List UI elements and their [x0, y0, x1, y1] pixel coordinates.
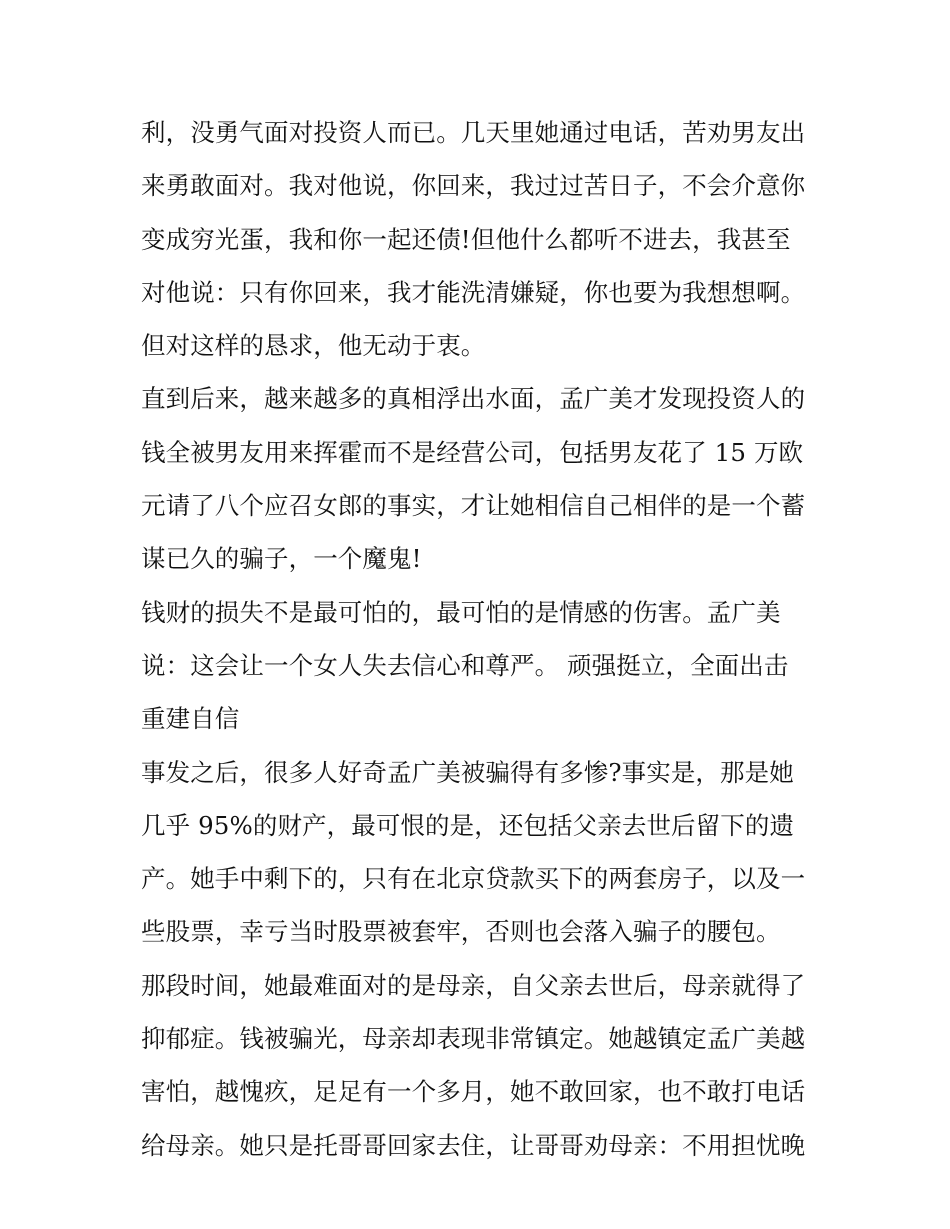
text-line: 说：这会让一个女人失去信心和尊严。 顽强挺立，全面出击	[141, 650, 789, 680]
body-text	[141, 106, 813, 1172]
text-line: 钱财的损失不是最可怕的，最可怕的是情感的伤害。孟广美	[141, 597, 781, 627]
text-line: 重建自信	[141, 704, 240, 734]
text-line: 变成穷光蛋，我和你一起还债!但他什么都听不进去，我甚至	[141, 224, 791, 254]
text-line: 些股票，幸亏当时股票被套牢，否则也会落入骗子的腰包。	[141, 917, 781, 947]
text-line: 那段时间，她最难面对的是母亲，自父亲去世后，母亲就得了	[141, 970, 806, 1000]
text-line: 谋已久的骗子，一个魔鬼!	[141, 544, 422, 574]
text-line: 直到后来，越来越多的真相浮出水面，孟广美才发现投资人的	[141, 384, 806, 414]
text-line: 来勇敢面对。我对他说，你回来，我过过苦日子，不会介意你	[141, 171, 806, 201]
text-line: 元请了八个应召女郎的事实，才让她相信自己相伴的是一个蓄	[141, 491, 806, 521]
text-line: 抑郁症。钱被骗光，母亲却表现非常镇定。她越镇定孟广美越	[141, 1024, 806, 1054]
text-line: 对他说：只有你回来，我才能洗清嫌疑，你也要为我想想啊。	[141, 277, 806, 307]
text-line: 钱全被男友用来挥霍而不是经营公司，包括男友花了 15 万欧	[141, 437, 804, 467]
text-line: 害怕，越愧疚，足足有一个多月，她不敢回家，也不敢打电话	[141, 1077, 806, 1107]
text-line: 但对这样的恳求，他无动于衷。	[141, 331, 486, 361]
text-line: 几乎 95%的财产，最可恨的是，还包括父亲去世后留下的遗	[141, 810, 795, 840]
text-line: 事发之后，很多人好奇孟广美被骗得有多惨?事实是，那是她	[141, 757, 794, 787]
text-line: 产。她手中剩下的，只有在北京贷款买下的两套房子，以及一	[141, 864, 806, 894]
text-line: 给母亲。她只是托哥哥回家去住，让哥哥劝母亲：不用担忧晚	[141, 1130, 806, 1160]
text-line: 利，没勇气面对投资人而已。几天里她通过电话，苦劝男友出	[141, 118, 806, 147]
